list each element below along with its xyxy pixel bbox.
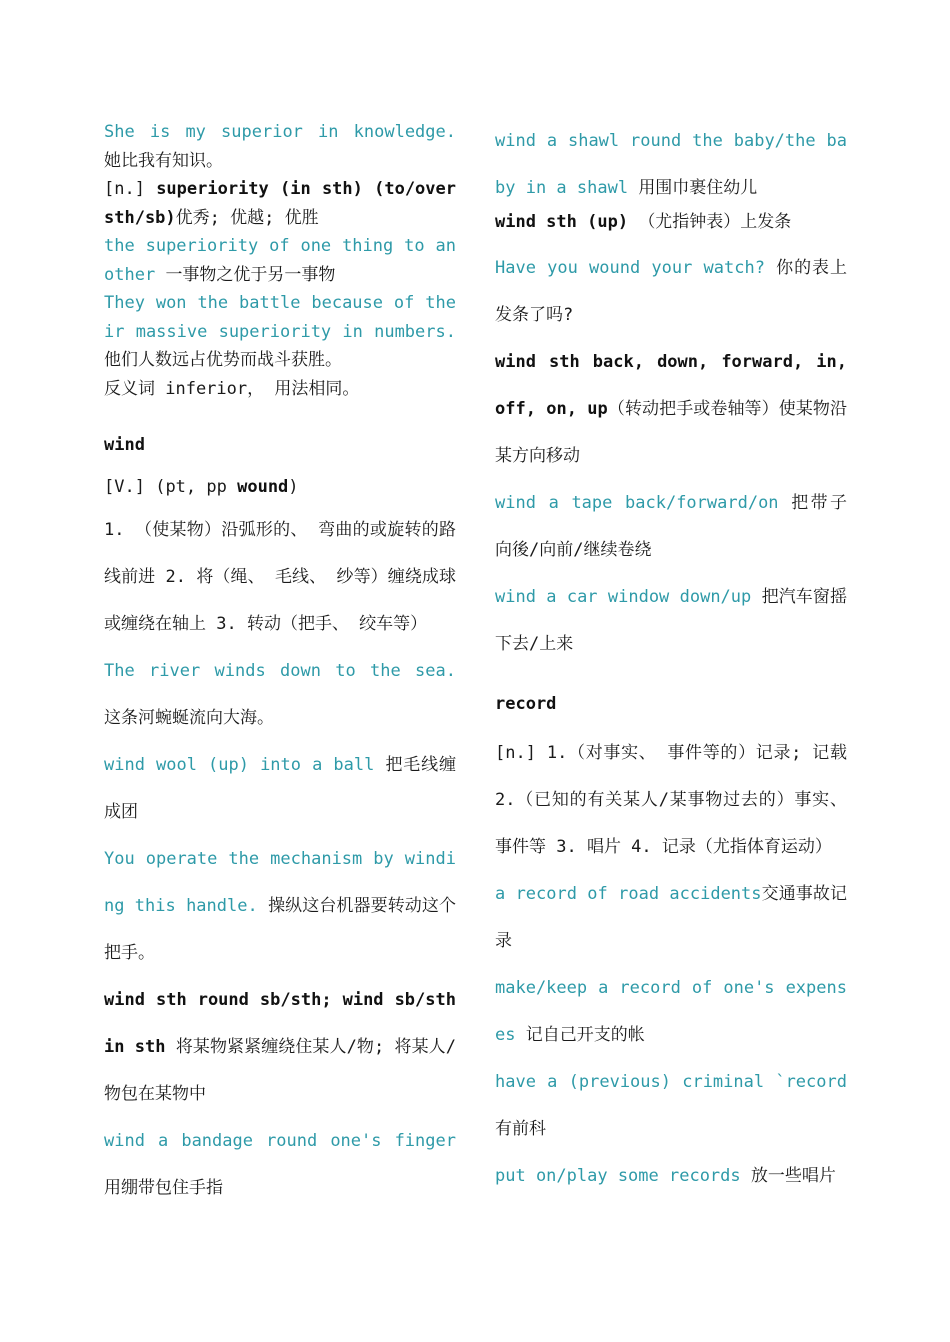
phrase-entry bbox=[495, 208, 847, 237]
example-chinese: 记自己开支的帐 bbox=[525, 1025, 645, 1045]
example-chinese: 把毛线缠成团 bbox=[104, 755, 456, 822]
definition: 1.（对事实、 事件等的）记录; 记载 2.（已知的有关某人/某事物过去的）事实、 事件等 3. 唱片 4. 记录（尤指体育运动） bbox=[495, 743, 847, 857]
example-sentence bbox=[495, 245, 847, 339]
example-sentence bbox=[104, 232, 456, 289]
antonym-note: 反义词 inferior， 用法相同。 bbox=[104, 378, 360, 399]
example-sentence bbox=[104, 648, 456, 742]
pos-tag: [V.] bbox=[104, 476, 145, 497]
spacer bbox=[495, 668, 847, 690]
example-sentence bbox=[495, 871, 847, 965]
example-chinese: 她比我有知识。 bbox=[104, 150, 223, 171]
example-sentence bbox=[495, 965, 847, 1059]
example-sentence bbox=[495, 480, 847, 574]
example-english: You operate the mechanism by winding this handle. bbox=[104, 849, 456, 916]
forms-close: ) bbox=[288, 476, 299, 497]
example-english: have a (previous) criminal `record bbox=[495, 1072, 847, 1092]
pos-tag: [n.] bbox=[104, 179, 145, 199]
pos-tag: [n.] bbox=[495, 743, 536, 763]
definition: （尤指钟表）上发条 bbox=[638, 212, 792, 232]
example-chinese: 这条河蜿蜒流向大海。 bbox=[104, 708, 274, 728]
example-chinese: 把带子向後/向前/继续卷绕 bbox=[495, 492, 847, 560]
example-chinese: 把汽车窗摇下去/上来 bbox=[495, 586, 847, 654]
example-english: wind wool (up) into a ball bbox=[104, 755, 375, 775]
definition: 优秀; 优越; 优胜 bbox=[175, 207, 319, 228]
example-english: make/keep a record of one's expenses bbox=[495, 978, 847, 1045]
example-sentence bbox=[495, 574, 847, 668]
forms-text: (pt, pp bbox=[155, 476, 227, 497]
example-english: The river winds down to the sea. bbox=[104, 661, 456, 681]
entry-noun-superiority bbox=[104, 175, 456, 232]
example-sentence bbox=[104, 1118, 456, 1212]
definition: 将某物紧紧缠绕住某人/物; 将某人/物包在某物中 bbox=[104, 1037, 456, 1104]
example-english: wind a car window down/up bbox=[495, 586, 752, 607]
phrase-entry bbox=[495, 339, 847, 480]
example-chinese: 他们人数远占优势而战斗获胜。 bbox=[104, 350, 342, 370]
example-chinese: 用绷带包住手指 bbox=[104, 1178, 223, 1198]
example-english: They won the battle because of their massive superiority in numbers. bbox=[104, 293, 456, 342]
example-sentence bbox=[104, 118, 456, 175]
example-chinese: 你的表上发条了吗? bbox=[495, 257, 848, 325]
example-english: a record of road accidents bbox=[495, 884, 762, 904]
right-column bbox=[495, 118, 847, 1200]
example-sentence bbox=[104, 836, 456, 977]
example-sentence bbox=[104, 742, 456, 836]
example-chinese: 放一些唱片 bbox=[750, 1166, 836, 1186]
example-chinese: 一事物之优于另一事物 bbox=[165, 264, 336, 285]
example-english: She is my superior in knowledge. bbox=[104, 122, 456, 142]
example-english: wind a shawl round the baby/the baby in a shawl bbox=[495, 131, 847, 198]
example-english: Have you wound your watch? bbox=[495, 257, 765, 278]
left-column bbox=[104, 118, 456, 1212]
headword-record: record bbox=[495, 693, 557, 714]
phrase-headword: wind sth back, down, forward, in, off, on, up bbox=[495, 351, 847, 419]
verb-forms bbox=[104, 473, 456, 502]
example-chinese: 用围巾裹住幼儿 bbox=[638, 178, 758, 198]
example-chinese: 操纵这台机器要转动这个把手。 bbox=[104, 896, 456, 963]
phrase-entry bbox=[104, 977, 456, 1118]
example-chinese: 交通事故记录 bbox=[495, 884, 848, 951]
example-english: wind a bandage round one's finger bbox=[104, 1131, 456, 1151]
past-form: wound bbox=[237, 476, 289, 497]
phrase-headword: wind sth (up) bbox=[495, 212, 629, 232]
headword-phrase: superiority (in sth) (to/over sth/sb) bbox=[104, 179, 456, 228]
example-english: the superiority of one thing to another bbox=[104, 236, 456, 285]
example-english: wind a tape back/forward/on bbox=[495, 492, 779, 513]
example-sentence bbox=[104, 289, 456, 375]
headword-wind: wind bbox=[104, 435, 145, 455]
example-sentence bbox=[495, 118, 847, 212]
example-sentence bbox=[495, 1153, 847, 1200]
definition-record bbox=[495, 730, 847, 871]
definition-wind: 1. （使某物）沿弧形的、 弯曲的或旋转的路线前进 2. 将（绳、 毛线、 纱等）缠绕成球或缠绕在轴上 3. 转动（把手、 绞车等） bbox=[104, 520, 456, 634]
example-chinese: 有前科 bbox=[495, 1119, 546, 1139]
spacer bbox=[104, 403, 456, 431]
phrase-headword: wind sth round sb/sth; wind sb/sth in sth bbox=[104, 990, 456, 1057]
definition: （转动把手或卷轴等）使某物沿某方向移动 bbox=[495, 398, 847, 466]
example-sentence bbox=[495, 1059, 847, 1153]
example-english: put on/play some records bbox=[495, 1166, 741, 1186]
